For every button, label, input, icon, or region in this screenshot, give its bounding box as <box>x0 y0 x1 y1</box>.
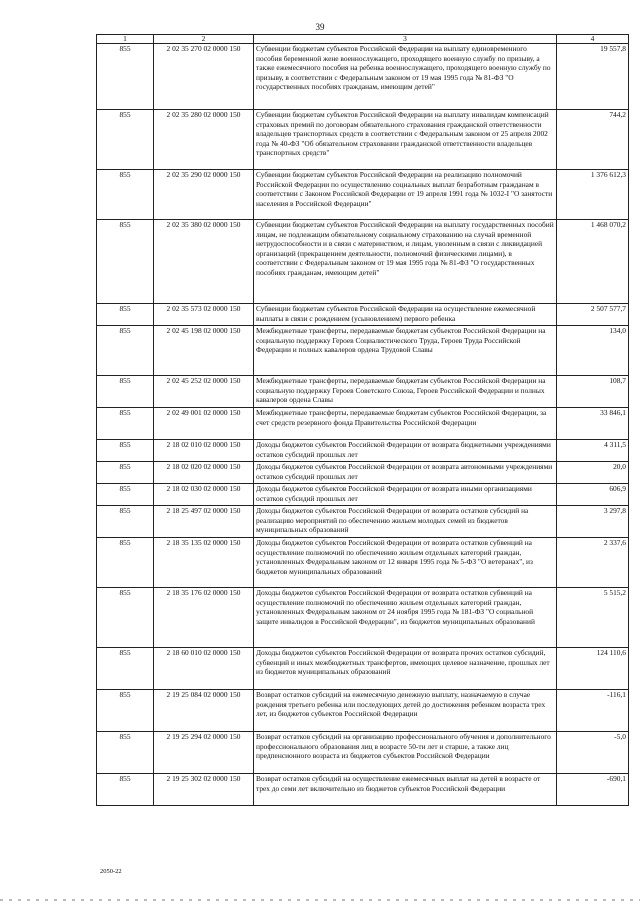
row-name-cell: Субвенции бюджетам субъектов Российской Федерации на выплату единовременного пособия беременной жене военнослужащего, проходящего военную службу по призыву, а также ежемесячного пособия на ребенка военнослужащего, проходящего военную службу по призыву, в соответствии с Федеральным законом от 19 мая 1995 года № 81-ФЗ "О государственных пособиях гражданам, имеющим детей" <box>254 44 557 110</box>
table-row <box>97 110 629 170</box>
table-row <box>97 462 629 484</box>
scan-edge-artifact <box>0 899 640 901</box>
row-amount-cell: -690,1 <box>557 774 629 806</box>
row-name-cell: Субвенции бюджетам субъектов Российской Федерации на выплату инвалидам компенсаций страховых премий по договорам обязательного страхования гражданской ответственности владельцев транспортных средств в соответствии с Федеральным законом от 25 апреля 2002 года № 40-ФЗ "Об обязательном страховании гражданской ответственности владельцев транспортных средств" <box>254 110 557 170</box>
row-name-cell: Субвенции бюджетам субъектов Российской Федерации на осуществление ежемесячной выплаты в связи с рождением (усыновлением) первого ребенка <box>254 304 557 326</box>
row-code-cell: 855 <box>97 648 154 690</box>
row-name-cell: Доходы бюджетов субъектов Российской Федерации от возврата прочих остатков субсидий, субвенций и иных межбюджетных трансфертов, имеющих целевое назначение, прошлых лет из бюджетов муниципальных образований <box>254 648 557 690</box>
row-amount-cell: 33 846,1 <box>557 408 629 440</box>
row-amount-cell: 134,0 <box>557 326 629 376</box>
row-name-cell: Доходы бюджетов субъектов Российской Федерации от возврата остатков субвенций на осуществление полномочий по обеспечению жильем отдельных категорий граждан, установленных Федеральным законом от 24 ноября 1995 года № 181-ФЗ "О социальной защите инвалидов в Российской Федерации", из бюджетов муниципальных образований <box>254 588 557 648</box>
row-name-cell: Возврат остатков субсидий на организацию профессионального обучения и дополнительного профессионального образования лиц в возрасте 50-ти лет и старше, а также лиц предпенсионного возраста из бюджетов субъектов Российской Федерации <box>254 732 557 774</box>
table-row <box>97 538 629 588</box>
row-amount-cell: 4 311,5 <box>557 440 629 462</box>
table-row <box>97 44 629 110</box>
row-code-cell: 855 <box>97 110 154 170</box>
row-kbk-cell: 2 02 35 280 02 0000 150 <box>154 110 254 170</box>
row-kbk-cell: 2 02 49 001 02 0000 150 <box>154 408 254 440</box>
header-col-1: 1 <box>97 35 154 44</box>
row-code-cell: 855 <box>97 440 154 462</box>
row-name-cell: Межбюджетные трансферты, передаваемые бюджетам субъектов Российской Федерации на социальную поддержку Героев Советского Союза, Героев Российской Федерации и полных кавалеров ордена Славы <box>254 376 557 408</box>
document-footer-code: 2050-22 <box>100 868 122 875</box>
row-amount-cell: 5 515,2 <box>557 588 629 648</box>
row-kbk-cell: 2 19 25 294 02 0000 150 <box>154 732 254 774</box>
row-code-cell: 855 <box>97 462 154 484</box>
row-kbk-cell: 2 02 45 252 02 0000 150 <box>154 376 254 408</box>
table-body <box>97 44 629 806</box>
row-amount-cell: 1 376 612,3 <box>557 170 629 220</box>
row-kbk-cell: 2 02 35 270 02 0000 150 <box>154 44 254 110</box>
header-col-4: 4 <box>557 35 629 44</box>
row-code-cell: 855 <box>97 588 154 648</box>
row-amount-cell: 108,7 <box>557 376 629 408</box>
row-kbk-cell: 2 18 02 030 02 0000 150 <box>154 484 254 506</box>
table-row <box>97 648 629 690</box>
table-row <box>97 220 629 304</box>
row-amount-cell: 2 507 577,7 <box>557 304 629 326</box>
row-amount-cell: 606,9 <box>557 484 629 506</box>
header-row <box>97 35 629 44</box>
row-amount-cell: -116,1 <box>557 690 629 732</box>
row-name-cell: Межбюджетные трансферты, передаваемые бюджетам субъектов Российской Федерации на социальную поддержку Героев Социалистического Труда, Героев Труда Российской Федерации и полных кавалеров ордена Трудовой Славы <box>254 326 557 376</box>
row-name-cell: Доходы бюджетов субъектов Российской Федерации от возврата остатков субсидий на реализацию мероприятий по обеспечению жильем молодых семей из бюджетов муниципальных образований <box>254 506 557 538</box>
table-row <box>97 170 629 220</box>
row-code-cell: 855 <box>97 690 154 732</box>
row-amount-cell: 1 468 070,2 <box>557 220 629 304</box>
header-col-3: 3 <box>254 35 557 44</box>
row-code-cell: 855 <box>97 326 154 376</box>
row-amount-cell: 2 337,6 <box>557 538 629 588</box>
row-code-cell: 855 <box>97 506 154 538</box>
row-code-cell: 855 <box>97 732 154 774</box>
row-code-cell: 855 <box>97 304 154 326</box>
table-row <box>97 774 629 806</box>
row-name-cell: Субвенции бюджетам субъектов Российской Федерации на выплату государственных пособий лицам, не подлежащим обязательному социальному страхованию на случай временной нетрудоспособности и в связи с материнством, и лицам, уволенным в связи с ликвидацией организаций (прекращением деятельности, полномочий физическими лицами), в соответствии с Федеральным законом от 19 мая 1995 года № 81-ФЗ "О государственных пособиях гражданам, имеющим детей" <box>254 220 557 304</box>
row-code-cell: 855 <box>97 408 154 440</box>
row-name-cell: Возврат остатков субсидий на ежемесячную денежную выплату, назначаемую в случае рождения третьего ребенка или последующих детей до достижения ребенком возраста трех лет, из бюджетов субъектов Российской Федерации <box>254 690 557 732</box>
row-code-cell: 855 <box>97 44 154 110</box>
row-code-cell: 855 <box>97 170 154 220</box>
row-name-cell: Доходы бюджетов субъектов Российской Федерации от возврата автономными учреждениями остатков субсидий прошлых лет <box>254 462 557 484</box>
row-kbk-cell: 2 19 25 302 02 0000 150 <box>154 774 254 806</box>
table-header <box>97 35 629 44</box>
row-amount-cell: 20,0 <box>557 462 629 484</box>
row-code-cell: 855 <box>97 376 154 408</box>
row-kbk-cell: 2 18 02 010 02 0000 150 <box>154 440 254 462</box>
row-amount-cell: 124 110,6 <box>557 648 629 690</box>
table-row <box>97 304 629 326</box>
row-code-cell: 855 <box>97 220 154 304</box>
table-row <box>97 326 629 376</box>
row-name-cell: Возврат остатков субсидий на осуществление ежемесячных выплат на детей в возрасте от трех до семи лет включительно из бюджетов субъектов Российской Федерации <box>254 774 557 806</box>
table-row <box>97 376 629 408</box>
row-kbk-cell: 2 18 02 020 02 0000 150 <box>154 462 254 484</box>
table-row <box>97 690 629 732</box>
row-amount-cell: 3 297,8 <box>557 506 629 538</box>
page-number: 39 <box>315 22 325 32</box>
row-name-cell: Субвенции бюджетам субъектов Российской Федерации на реализацию полномочий Российской Федерации по осуществлению социальных выплат безработным гражданам в соответствии с Законом Российской Федерации от 19 апреля 1991 года № 1032-I "О занятости населения в Российской Федерации" <box>254 170 557 220</box>
row-kbk-cell: 2 18 25 497 02 0000 150 <box>154 506 254 538</box>
table-row <box>97 484 629 506</box>
row-kbk-cell: 2 19 25 084 02 0000 150 <box>154 690 254 732</box>
row-amount-cell: -5,0 <box>557 732 629 774</box>
row-name-cell: Доходы бюджетов субъектов Российской Федерации от возврата остатков субвенций на осуществление полномочий по обеспечению жильем отдельных категорий граждан, установленных Федеральным законом от 12 января 1995 года № 5-ФЗ "О ветеранах", из бюджетов муниципальных образований <box>254 538 557 588</box>
row-kbk-cell: 2 02 35 290 02 0000 150 <box>154 170 254 220</box>
table-row <box>97 408 629 440</box>
row-code-cell: 855 <box>97 774 154 806</box>
row-name-cell: Межбюджетные трансферты, передаваемые бюджетам субъектов Российской Федерации, за счет средств резервного фонда Правительства Российской Федерации <box>254 408 557 440</box>
row-name-cell: Доходы бюджетов субъектов Российской Федерации от возврата бюджетными учреждениями остатков субсидий прошлых лет <box>254 440 557 462</box>
row-kbk-cell: 2 18 60 010 02 0000 150 <box>154 648 254 690</box>
table-row <box>97 440 629 462</box>
row-code-cell: 855 <box>97 484 154 506</box>
table-row <box>97 732 629 774</box>
row-kbk-cell: 2 18 35 135 02 0000 150 <box>154 538 254 588</box>
row-kbk-cell: 2 18 35 176 02 0000 150 <box>154 588 254 648</box>
budget-revenue-table <box>96 34 629 806</box>
table-row <box>97 588 629 648</box>
table-row <box>97 506 629 538</box>
row-name-cell: Доходы бюджетов субъектов Российской Федерации от возврата иными организациями остатков субсидий прошлых лет <box>254 484 557 506</box>
row-code-cell: 855 <box>97 538 154 588</box>
row-kbk-cell: 2 02 45 198 02 0000 150 <box>154 326 254 376</box>
row-kbk-cell: 2 02 35 573 02 0000 150 <box>154 304 254 326</box>
row-amount-cell: 19 557,8 <box>557 44 629 110</box>
row-amount-cell: 744,2 <box>557 110 629 170</box>
row-kbk-cell: 2 02 35 380 02 0000 150 <box>154 220 254 304</box>
header-col-2: 2 <box>154 35 254 44</box>
